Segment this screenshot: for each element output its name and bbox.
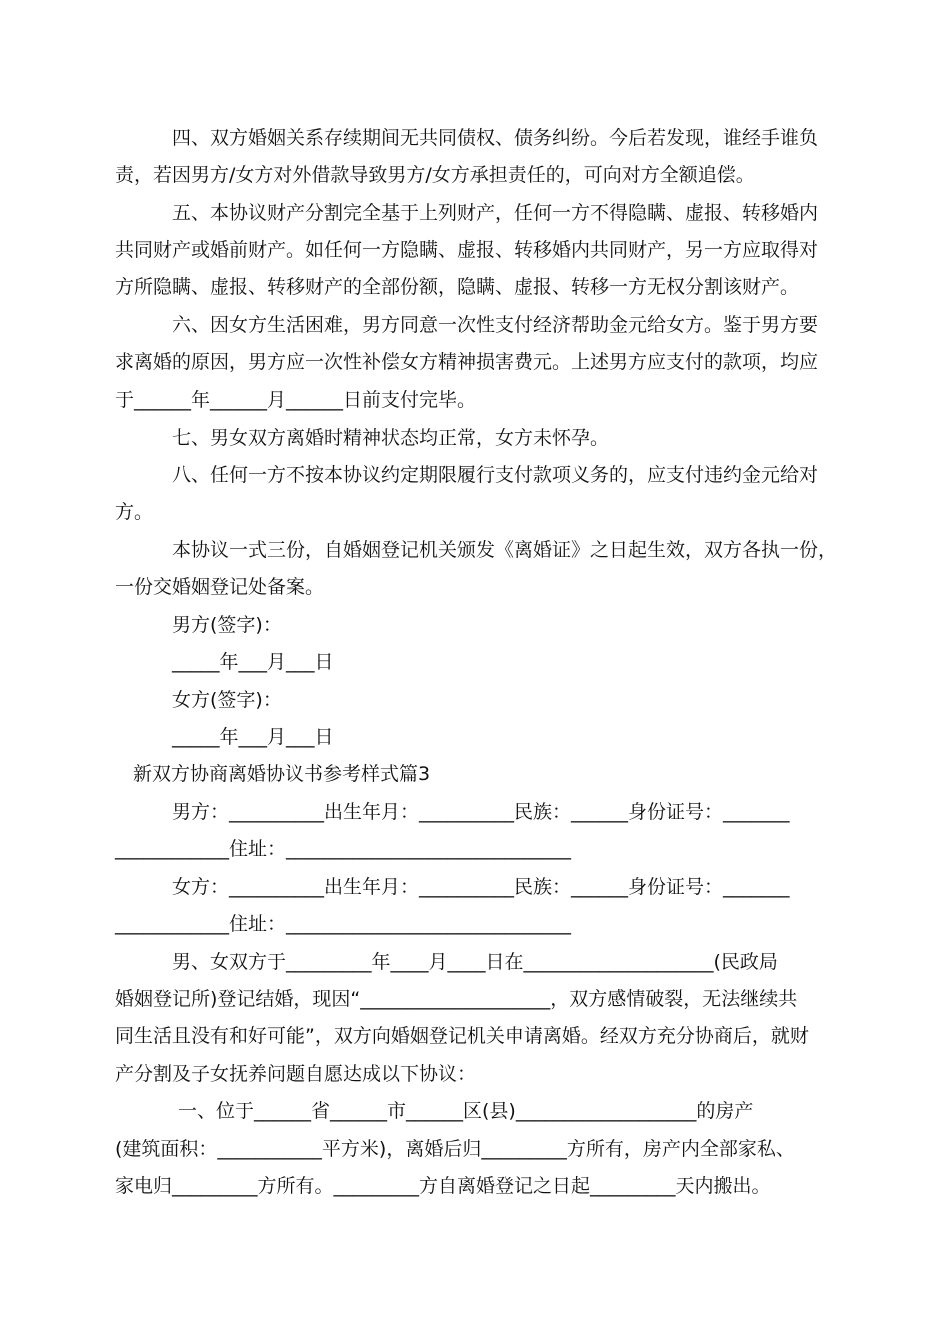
clause-6-line-1: 六、因女方生活困难，男方同意一次性支付经济帮助金元给女方。鉴于男方要 <box>172 314 819 336</box>
male-info-line-1: 男方：__________出生年月：__________民族：______身份证号：_______ <box>172 801 790 823</box>
preamble-line-1: 男、女双方于_________年____月____日在____________________(民政局 <box>172 951 778 973</box>
section-heading: 新双方协商离婚协议书参考样式篇3 <box>133 763 431 785</box>
clause-5-line-1: 五、本协议财产分割完全基于上列财产，任何一方不得隐瞒、虚报、转移婚内 <box>172 202 819 224</box>
clause-8-line-1: 八、任何一方不按本协议约定期限履行支付款项义务的，应支付违约金元给对 <box>172 464 819 486</box>
property-clause-line-1: 一、位于______省______市______区(县)___________________的房产 <box>178 1100 754 1122</box>
property-clause-line-3: 家电归_________方所有。_________方自离婚登记之日起_________天内搬出。 <box>115 1175 771 1197</box>
clause-8-line-2: 方。 <box>115 501 154 523</box>
clause-7: 七、男女双方离婚时精神状态均正常，女方未怀孕。 <box>172 427 610 449</box>
preamble-line-3: 同生活且没有和好可能”，双方向婚姻登记机关申请离婚。经双方充分协商后，就财 <box>115 1025 809 1047</box>
copies-line-1: 本协议一式三份，自婚姻登记机关颁发《离婚证》之日起生效，双方各执一份， <box>172 539 838 561</box>
clause-5-line-2: 共同财产或婚前财产。如任何一方隐瞒、虚报、转移婚内共同财产，另一方应取得对 <box>115 239 819 261</box>
female-info-line-2: ____________住址：______________________________ <box>115 913 572 935</box>
male-info-line-2: ____________住址：______________________________ <box>115 838 572 860</box>
clause-6-line-3: 于______年______月______日前支付完毕。 <box>115 389 477 411</box>
property-clause-line-2: (建筑面积：___________平方米)，离婚后归_________方所有，房产内全部家私、 <box>115 1138 795 1160</box>
clause-6-line-2: 求离婚的原因，男方应一次性补偿女方精神损害费元。上述男方应支付的款项，均应 <box>115 351 819 373</box>
clause-5-line-3: 方所隐瞒、虚报、转移财产的全部份额，隐瞒、虚报、转移一方无权分割该财产。 <box>115 276 800 298</box>
male-signature-label: 男方(签字)： <box>172 614 282 636</box>
preamble-line-4: 产分割及子女抚养问题自愿达成以下协议： <box>115 1063 477 1085</box>
female-signature-date: _____年___月___日 <box>172 726 334 748</box>
preamble-line-2: 婚姻登记所)登记结婚，现因“____________________，双方感情破裂，无法继续共 <box>115 988 798 1010</box>
clause-4-line-2: 责，若因男方/女方对外借款导致男方/女方承担责任的，可向对方全额追偿。 <box>115 164 755 186</box>
female-signature-label: 女方(签字)： <box>172 689 282 711</box>
male-signature-date: _____年___月___日 <box>172 651 334 673</box>
female-info-line-1: 女方：__________出生年月：__________民族：______身份证号：_______ <box>172 876 790 898</box>
copies-line-2: 一份交婚姻登记处备案。 <box>115 576 325 598</box>
clause-4-line-1: 四、双方婚姻关系存续期间无共同债权、债务纠纷。今后若发现，谁经手谁负 <box>172 127 819 149</box>
